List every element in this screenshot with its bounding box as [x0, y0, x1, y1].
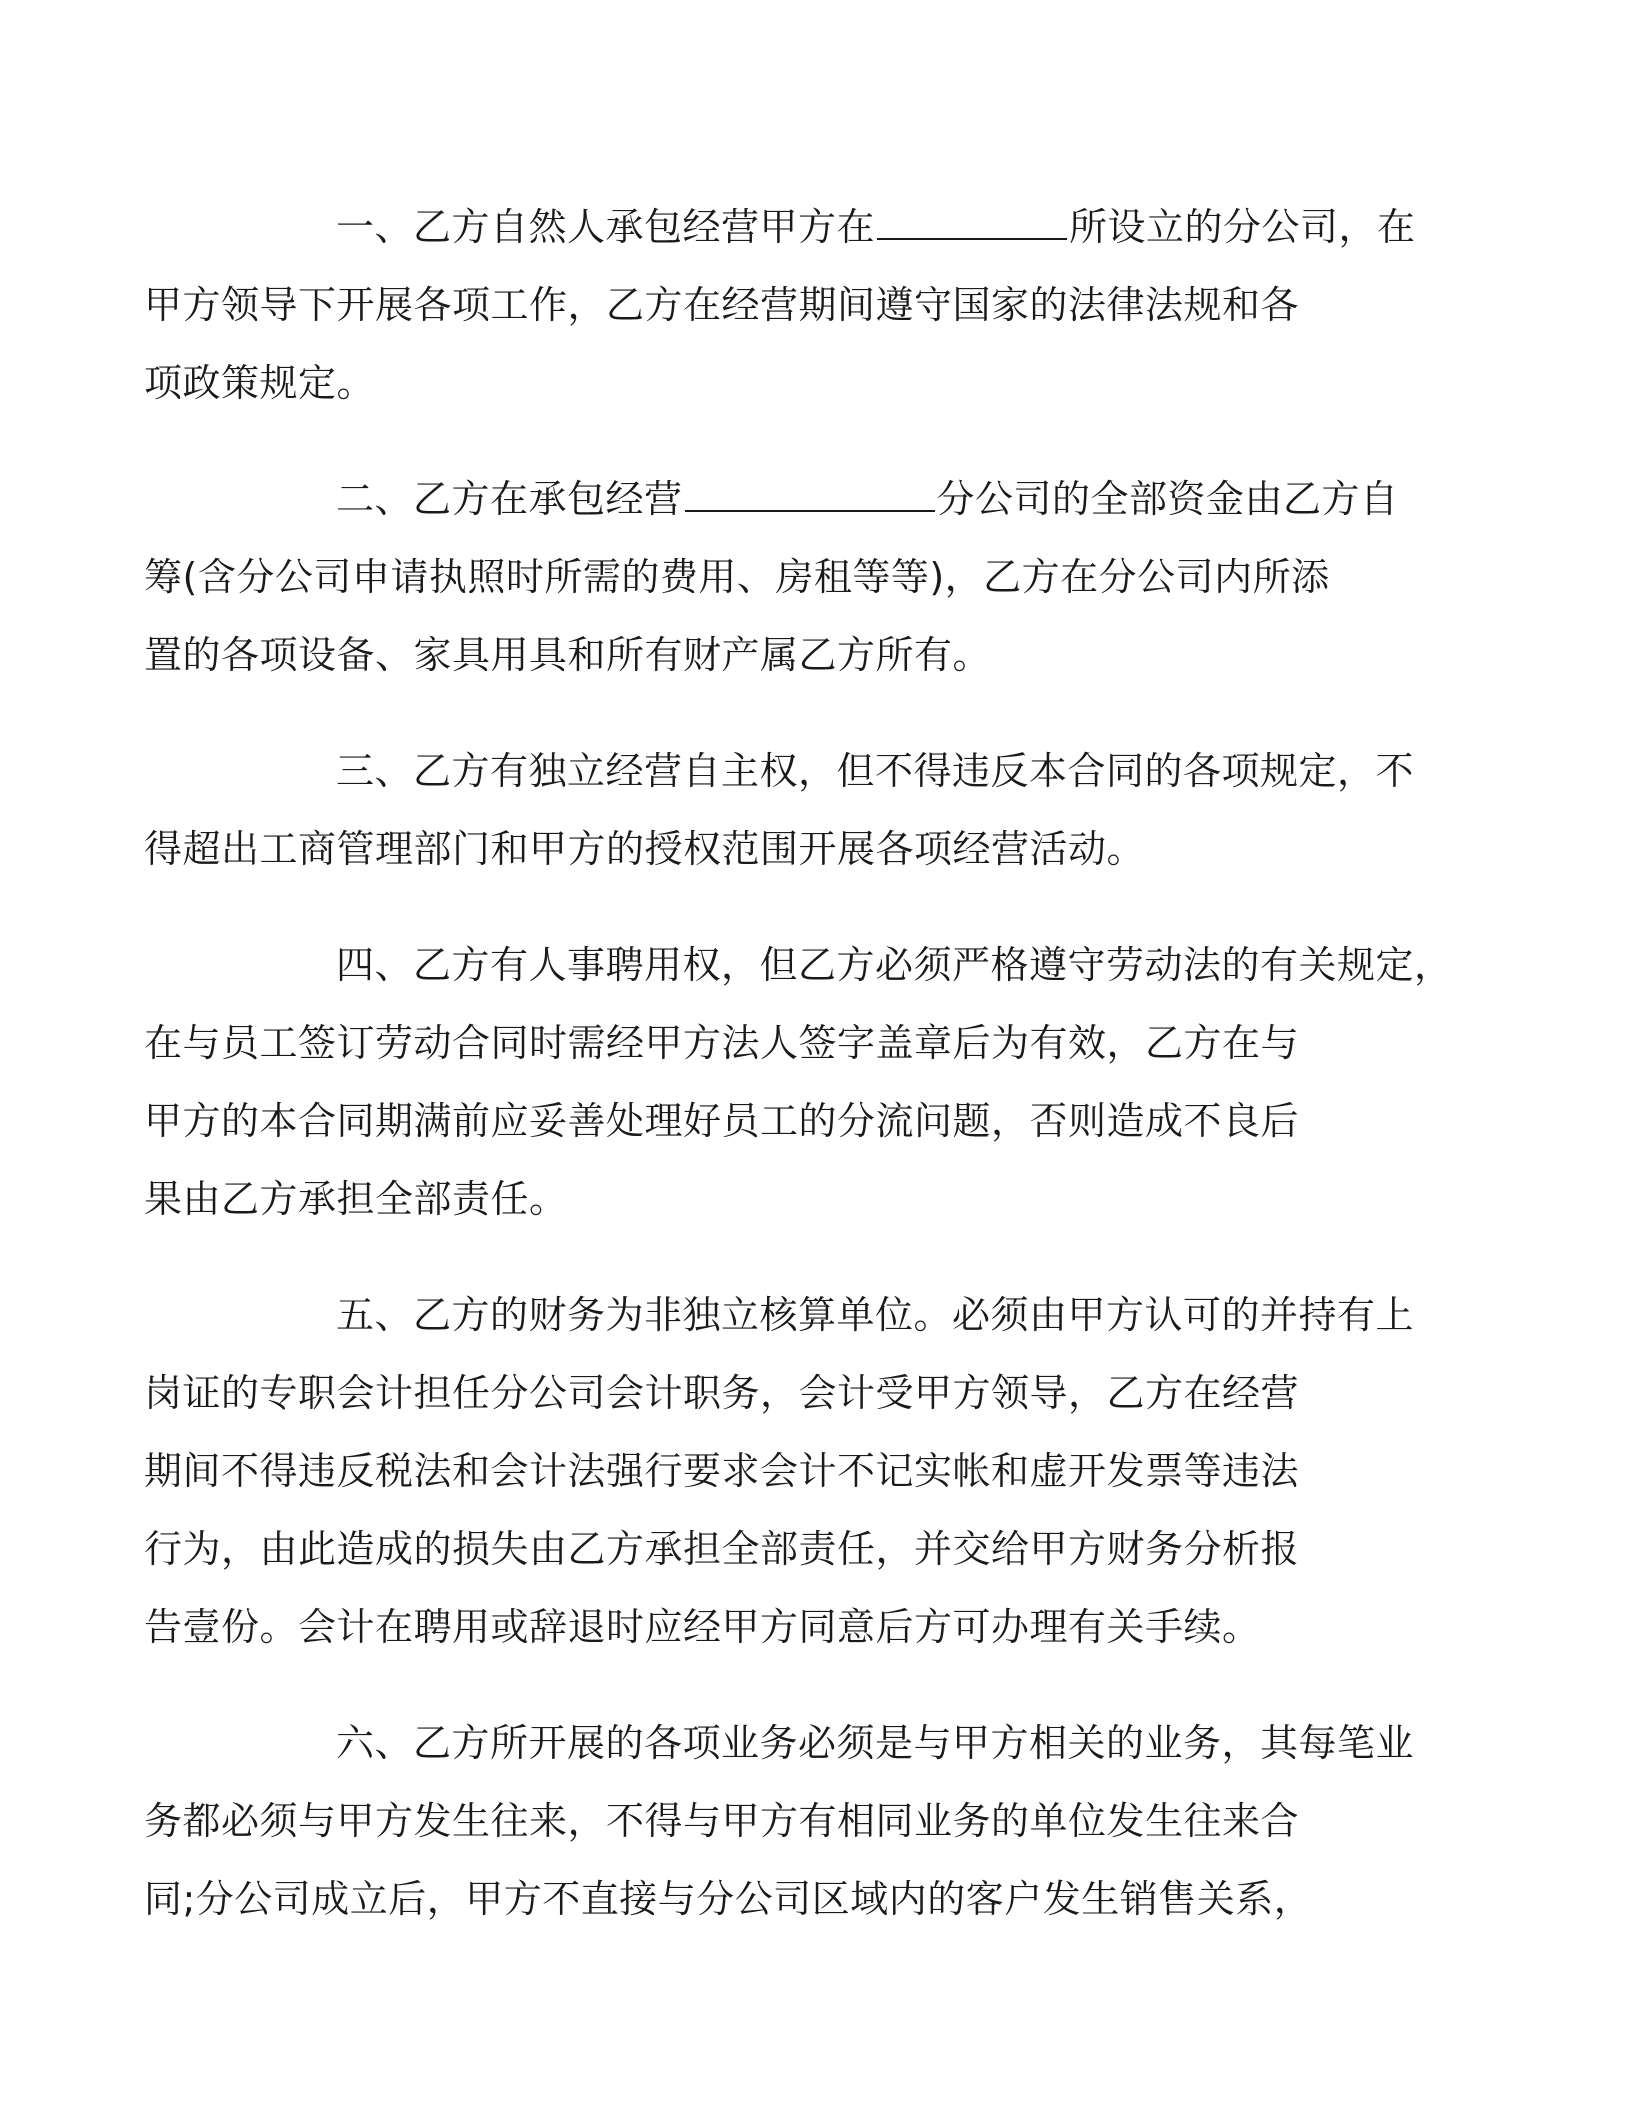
clause-1: [144, 188, 1416, 422]
clause-2-line-1: [240, 460, 1400, 538]
clause-6-line-2: 务都必须与甲方发生往来，不得与甲方有相同业务的单位发生往来合: [144, 1799, 1300, 1843]
clause-5-line-5: 告壹份。会计在聘用或辞退时应经甲方同意后方可办理有关手续。: [144, 1605, 1261, 1649]
clause-6-line-3: 同;分公司成立后，甲方不直接与分公司区域内的客户发生销售关系，: [144, 1877, 1313, 1921]
blank-field-branch[interactable]: [685, 480, 935, 512]
clause-3: [144, 732, 1415, 888]
clause-5-line-3: 期间不得违反税法和会计法强行要求会计不记实帐和虚开发票等违法: [144, 1449, 1300, 1493]
clause-4: [144, 926, 1453, 1238]
clause-5: [144, 1276, 1415, 1666]
blank-field-location[interactable]: [877, 208, 1067, 240]
document-body: [144, 188, 1453, 1976]
clause-6-line-1: 六、乙方所开展的各项业务必须是与甲方相关的业务，其每笔业: [336, 1721, 1415, 1765]
clause-3-line-1: 三、乙方有独立经营自主权，但不得违反本合同的各项规定，不: [336, 749, 1415, 793]
clause-4-line-4: 果由乙方承担全部责任。: [144, 1177, 568, 1221]
clause-1-text-a: 一、乙方自然人承包经营甲方在: [336, 205, 876, 249]
clause-2-text-a: 二、乙方在承包经营: [336, 477, 683, 521]
clause-4-line-1: 四、乙方有人事聘用权，但乙方必须严格遵守劳动法的有关规定，: [336, 943, 1453, 987]
clause-2-line-3: 置的各项设备、家具用具和所有财产属乙方所有。: [144, 633, 992, 677]
clause-2-line-2: 筹(含分公司申请执照时所需的费用、房租等等)，乙方在分公司内所添: [144, 555, 1330, 599]
clause-4-line-3: 甲方的本合同期满前应妥善处理好员工的分流问题，否则造成不良后: [144, 1099, 1300, 1143]
clause-1-line-2: 甲方领导下开展各项工作，乙方在经营期间遵守国家的法律法规和各: [144, 283, 1300, 327]
clause-2-text-b: 分公司的全部资金由乙方自: [936, 477, 1399, 521]
clause-1-line-3: 项政策规定。: [144, 361, 376, 405]
clause-4-line-2: 在与员工签订劳动合同时需经甲方法人签字盖章后为有效，乙方在与: [144, 1021, 1300, 1065]
clause-1-line-1: [240, 188, 1416, 266]
clause-1-text-b: 所设立的分公司，在: [1069, 205, 1416, 249]
clause-3-line-2: 得超出工商管理部门和甲方的授权范围开展各项经营活动。: [144, 827, 1146, 871]
clause-6: [144, 1704, 1415, 1938]
clause-5-line-1: 五、乙方的财务为非独立核算单位。必须由甲方认可的并持有上: [336, 1293, 1415, 1337]
clause-5-line-4: 行为，由此造成的损失由乙方承担全部责任，并交给甲方财务分析报: [144, 1527, 1300, 1571]
clause-2: [144, 460, 1400, 694]
clause-5-line-2: 岗证的专职会计担任分公司会计职务，会计受甲方领导，乙方在经营: [144, 1371, 1300, 1415]
